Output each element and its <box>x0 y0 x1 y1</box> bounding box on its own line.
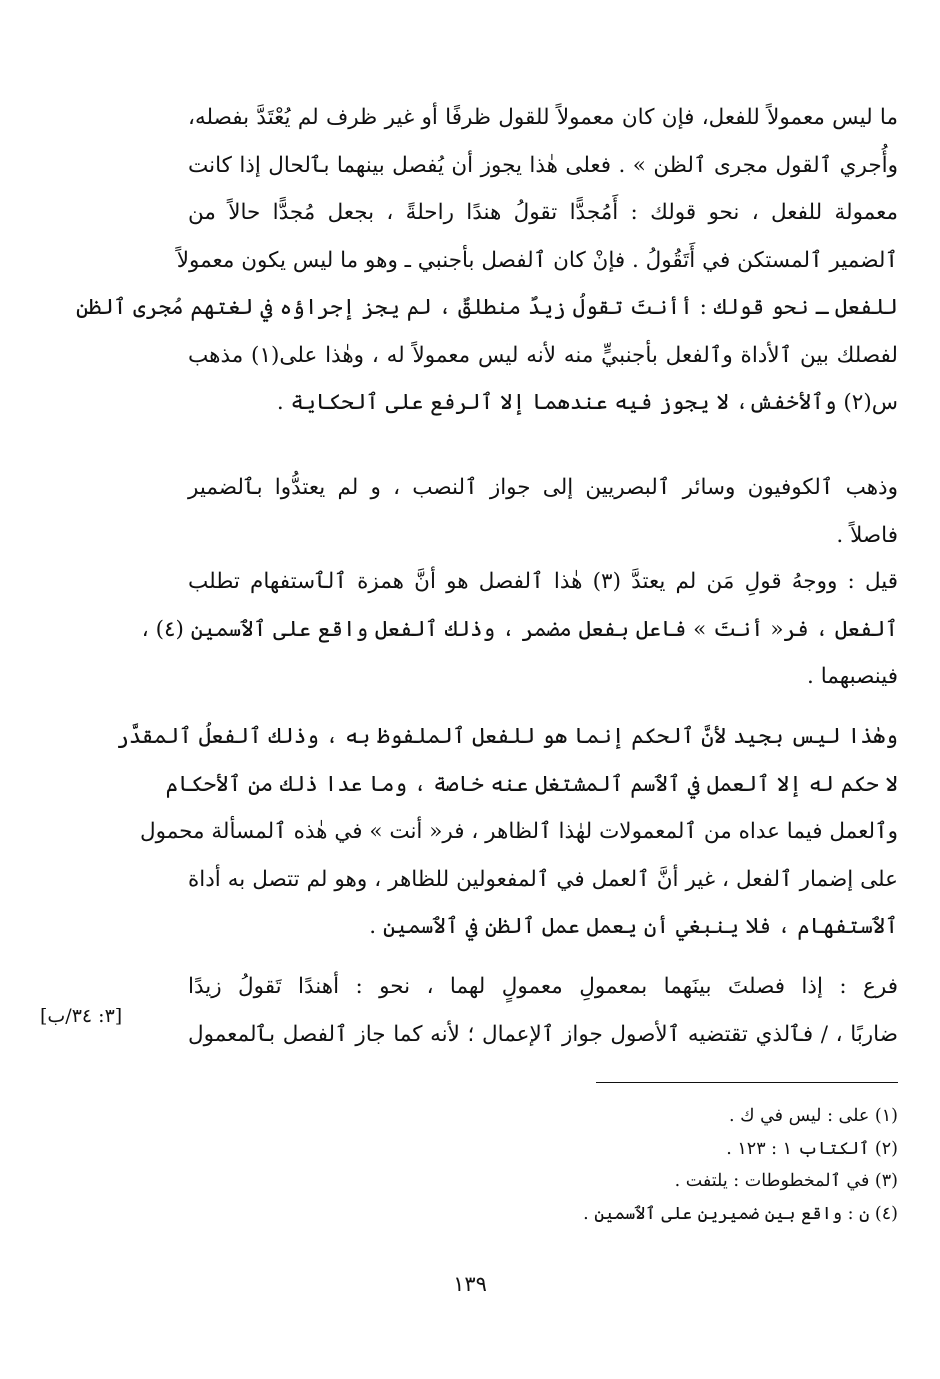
text-line: ٱلفعل ، فر« أنتَ » فاعل بفعل مضمر ، وذٰلك ٱلفعل واقع على ٱلٱسمين (٤) ، <box>141 616 898 642</box>
main-text-paragraph-5 <box>188 963 898 1058</box>
text-line: لا حكم له إلا ٱلعمل في ٱلٱسم ٱلمشتغل عنه خاصة ، وما عدا ذٰلك من ٱلأحكام <box>165 771 898 797</box>
text-line: للفعل ـ نحو قولك : أأنتَ تقولُ زيدٌ منطلقٌ ، لم يجز إجراؤه في لغتهم مُجرى ٱلظن <box>75 295 898 320</box>
text-line: ضاربًا ، / فٱلذي تقتضيه ٱلأصول جواز ٱلإعمال ؛ لأنه كما جاز ٱلفصل بٱلمعمول <box>188 1021 898 1047</box>
text-line: وذهب ٱلكوفيون وسائر ٱلبصريين إلى جواز ٱلنصب ، و لم يعتدُّوا بٱلضمير <box>188 475 898 500</box>
footnote-item: (٤) ن : واقع بين ضميرين على ٱلٱسمين . <box>583 1203 898 1224</box>
footnote-item: (١) على : ليس في ك . <box>728 1106 898 1126</box>
main-text-paragraph-3 <box>141 558 899 701</box>
text-line: وهٰذا ليس بجيد لأنَّ ٱلحكم إنما هو للفعل ٱلملفوظ به ، وذٰلك ٱلفعلُ ٱلمقدَّر <box>116 724 898 749</box>
text-line: وأُجري ٱلقول مجرى ٱلظن » . فعلى هٰذا يجوز أن يُفصل بينهما بٱلحال إذا كانت <box>188 152 898 178</box>
main-text-paragraph-2 <box>188 464 898 559</box>
text-line: قيل : ووجهُ قولِ مَن لم يعتدَّ (٣) هٰذا ٱلفصل هو أنَّ همزة ٱلٱستفهام تطلب <box>188 569 899 594</box>
text-line: وٱلعمل فيما عداه من ٱلمعمولات لهٰذا ٱلظاهر ، فر« أنت » في هٰذه ٱلمسألة محمول <box>139 819 898 844</box>
text-line: ما ليس معمولاً للفعل، فإن كان معمولاً للقول ظرفًا أو غير ظرف لم يُعْتَدَّ بفصله، <box>188 105 898 130</box>
text-line: معمولة للفعل ، نحو قولك : أَمُجدًّا تقولُ هندًا راحلةً ، بجعل مُجدًّا حالاً من <box>188 200 898 225</box>
footnote-item: (٣) في ٱلمخطوطات : يلتفت . <box>674 1171 898 1191</box>
text-line: ٱلضمير ٱلمستكن في أَتَقُولُ . فإنْ كان ٱلفصل بأجنبي ـ وهو ما ليس يكون معمولاً <box>176 247 898 273</box>
text-line: فاصلاً . <box>836 522 898 548</box>
manuscript-folio-reference: [٣: ٣٤/ب] <box>40 1005 123 1027</box>
text-line: ٱلٱستفهام ، فلا ينبغي أن يعمل عمل ٱلظن في ٱلٱسمين . <box>369 914 898 939</box>
footnote-separator <box>596 1082 898 1083</box>
text-line: لفصلك بين ٱلأداة وٱلفعل بأجنبيٍّ منه لأنه ليس معمولاً له ، وهٰذا على(١) مذهب <box>188 342 898 368</box>
page-number: ١٣٩ <box>453 1272 487 1296</box>
text-line: على إضمار ٱلفعل ، غير أنَّ ٱلعمل في ٱلمفعولين للظاهر ، وهو لم تتصل به أداة <box>188 866 898 892</box>
text-line: فينصبهما . <box>807 664 898 689</box>
footnote-item: (٢) ٱلكتاب ١ : ١٢٣ . <box>726 1138 898 1159</box>
text-line: فرع : إذا فصلتَ بينَهما بمعمولِ معمولٍ لهما ، نحو : أهندًا تَقولُ زيدًا <box>188 974 898 999</box>
text-line: س(٢) وٱلأخفش، لا يجوز فيه عندهما إلا ٱلرفع على ٱلحكاية . <box>276 390 898 415</box>
footnotes <box>578 1100 898 1230</box>
main-text-paragraph-4 <box>116 713 898 951</box>
main-text-paragraph-1 <box>75 94 898 427</box>
